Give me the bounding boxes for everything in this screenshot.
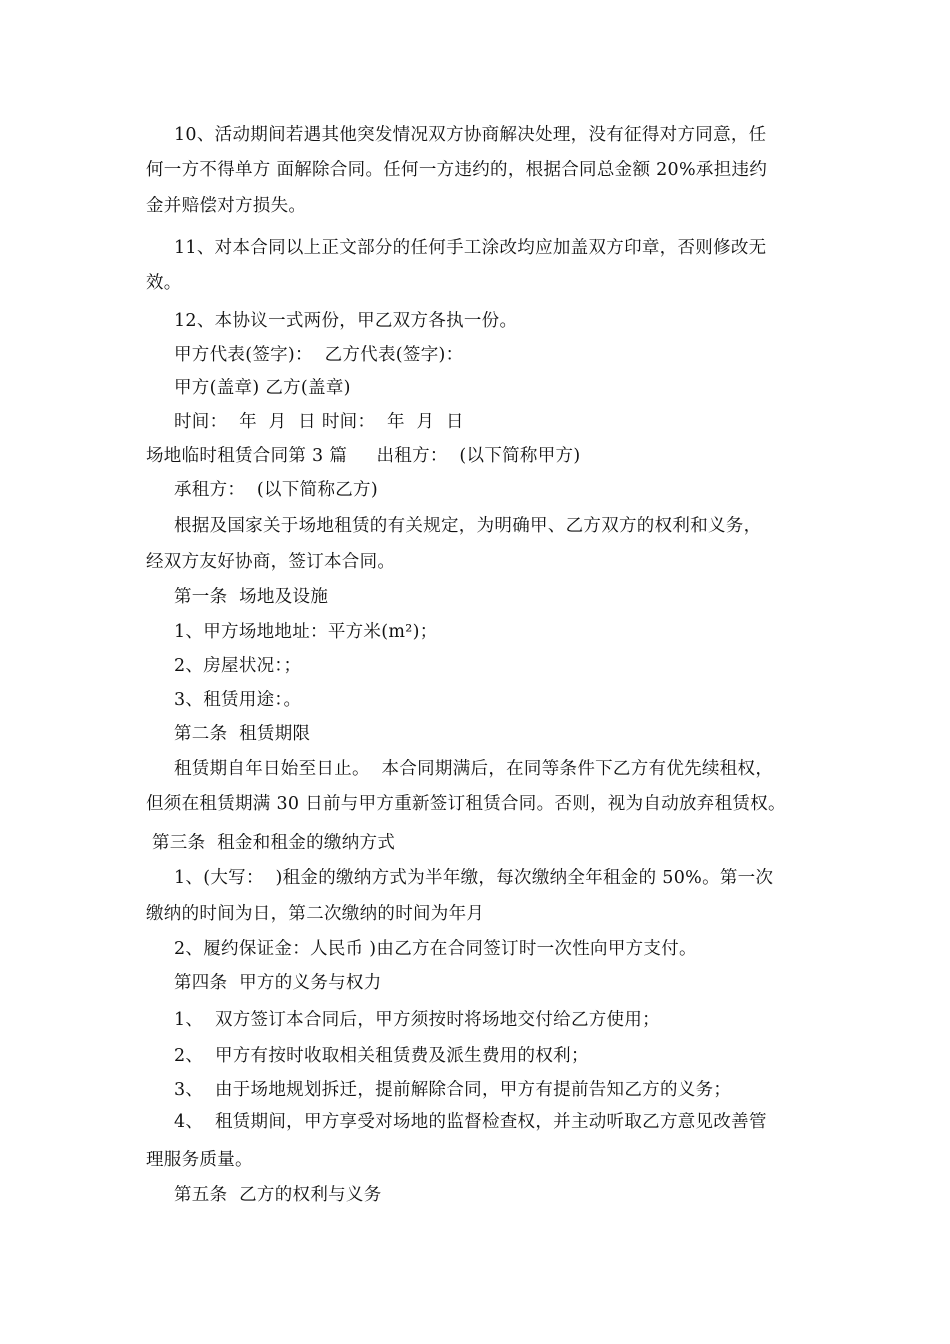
text-line: 经双方友好协商，签订本合同。 — [146, 552, 396, 572]
text-line: 2、房屋状况：； — [174, 656, 302, 676]
text-line: 第四条 甲方的义务与权力 — [174, 973, 382, 993]
text-line: 第二条 租赁期限 — [174, 724, 311, 744]
text-line: 根据及国家关于场地租赁的有关规定，为明确甲、乙方双方的权利和义务， — [174, 516, 762, 536]
text-line: 4、 租赁期间，甲方享受对场地的监督检查权，并主动听取乙方意见改善管 — [174, 1112, 767, 1132]
text-line: 3、 由于场地规划拆迁，提前解除合同，甲方有提前告知乙方的义务； — [174, 1080, 732, 1100]
text-line: 1、 双方签订本合同后，甲方须按时将场地交付给乙方使用； — [174, 1010, 660, 1030]
text-line: 理服务质量。 — [146, 1150, 253, 1170]
text-line: 3、租赁用途：。 — [174, 690, 302, 710]
text-line: 甲方(盖章) 乙方(盖章) — [174, 378, 351, 398]
text-line: 第三条 租金和租金的缴纳方式 — [152, 833, 396, 853]
text-line: 何一方不得单方 面解除合同。任何一方违约的，根据合同总金额 20%承担违约 — [146, 160, 768, 180]
text-line: 金并赔偿对方损失。 — [146, 196, 307, 216]
text-line: 租赁期自年日始至日止。 本合同期满后，在同等条件下乙方有优先续租权， — [174, 759, 774, 779]
text-line: 第五条 乙方的权利与义务 — [174, 1185, 382, 1205]
text-line: 承租方： (以下简称乙方) — [174, 480, 378, 500]
text-line: 1、甲方场地地址：平方米(m²)； — [174, 622, 438, 642]
text-line: 场地临时租赁合同第 3 篇 出租方： (以下简称甲方) — [146, 446, 581, 466]
text-line: 第一条 场地及设施 — [174, 587, 329, 607]
text-line: 甲方代表(签字)： 乙方代表(签字)： — [174, 345, 464, 365]
text-line: 1、(大写： )租金的缴纳方式为半年缴，每次缴纳全年租金的 50%。第一次 — [174, 868, 774, 888]
text-line: 2、履约保证金：人民币 )由乙方在合同签订时一次性向甲方支付。 — [174, 939, 697, 959]
text-line: 11、对本合同以上正文部分的任何手工涂改均应加盖双方印章，否则修改无 — [174, 238, 767, 258]
text-line: 但须在租赁期满 30 日前与甲方重新签订租赁合同。否则，视为自动放弃租赁权。 — [146, 794, 786, 814]
text-line: 时间： 年 月 日 时间： 年 月 日 — [174, 412, 464, 432]
text-line: 12、本协议一式两份，甲乙双方各执一份。 — [174, 311, 518, 331]
text-line: 10、活动期间若遇其他突发情况双方协商解决处理，没有征得对方同意，任 — [174, 125, 767, 145]
text-line: 效。 — [146, 273, 182, 293]
text-line: 2、 甲方有按时收取相关租赁费及派生费用的权利； — [174, 1046, 589, 1066]
text-line: 缴纳的时间为日，第二次缴纳的时间为年月 — [146, 904, 485, 924]
